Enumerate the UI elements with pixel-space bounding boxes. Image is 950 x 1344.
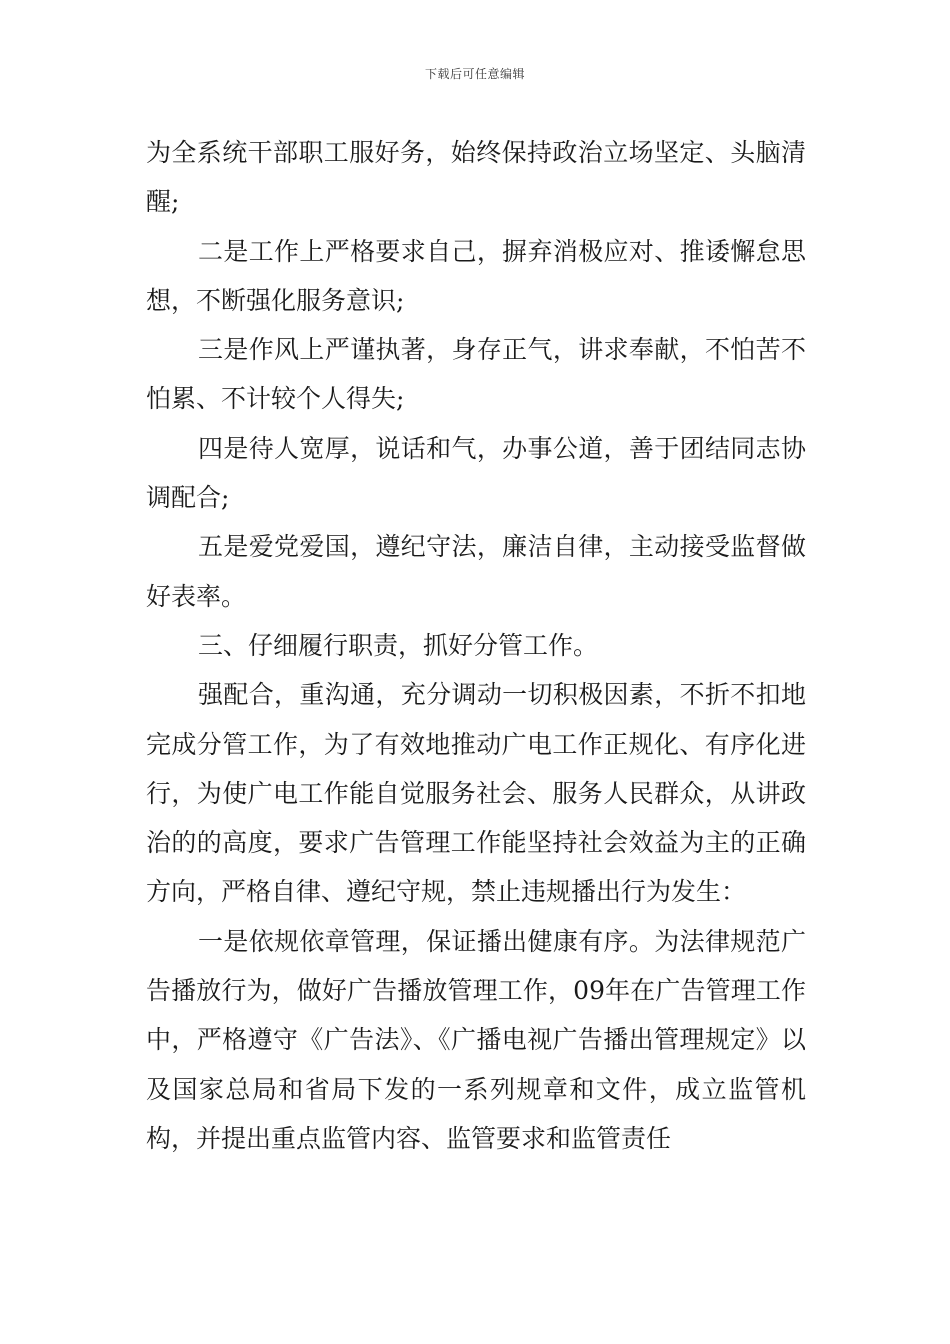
- paragraph-point-four: 四是待人宽厚，说话和气，办事公道，善于团结同志协调配合;: [146, 433, 806, 513]
- paragraph-point-five: 五是爱党爱国，遵纪守法，廉洁自律，主动接受监督做好表率。: [146, 532, 806, 611]
- page-header-note: 下载后可任意编辑: [424, 67, 525, 81]
- paragraph-point-two: 二是工作上严格要求自己，摒弃消极应对、推诿懈怠思想，不断强化服务意识;: [146, 236, 806, 315]
- paragraph-point-three: 三是作风上严谨执著，身存正气，讲求奉献，不怕苦不怕累、不计较个人得失;: [146, 335, 806, 414]
- document-body: [146, 128, 806, 1163]
- paragraph-point-one-regulation: 一是依规依章管理，保证播出健康有序。为法律规范广告播放行为，做好广告播放管理工作，09年在广告管理工作中，严格遵守《广告法》、《广播电视广告播出管理规定》以及国家总局和省局下发的一系列规章和文件，成立监管机构，并提出重点监管内容、监管要求和监管责任: [146, 926, 806, 1153]
- paragraph-section-intro: 强配合，重沟通，充分调动一切积极因素，不折不扣地完成分管工作，为了有效地推动广电工作正规化、有序化进行，为使广电工作能自觉服务社会、服务人民群众，从讲政治的的高度，要求广告管理工作能坚持社会效益为主的正确方向，严格自律、遵纪守规，禁止违规播出行为发生：: [146, 680, 806, 907]
- paragraph-continuation: 为全系统干部职工服好务，始终保持政治立场坚定、头脑清醒;: [146, 138, 806, 217]
- section-heading-three: 三、仔细履行职责，抓好分管工作。: [198, 630, 599, 660]
